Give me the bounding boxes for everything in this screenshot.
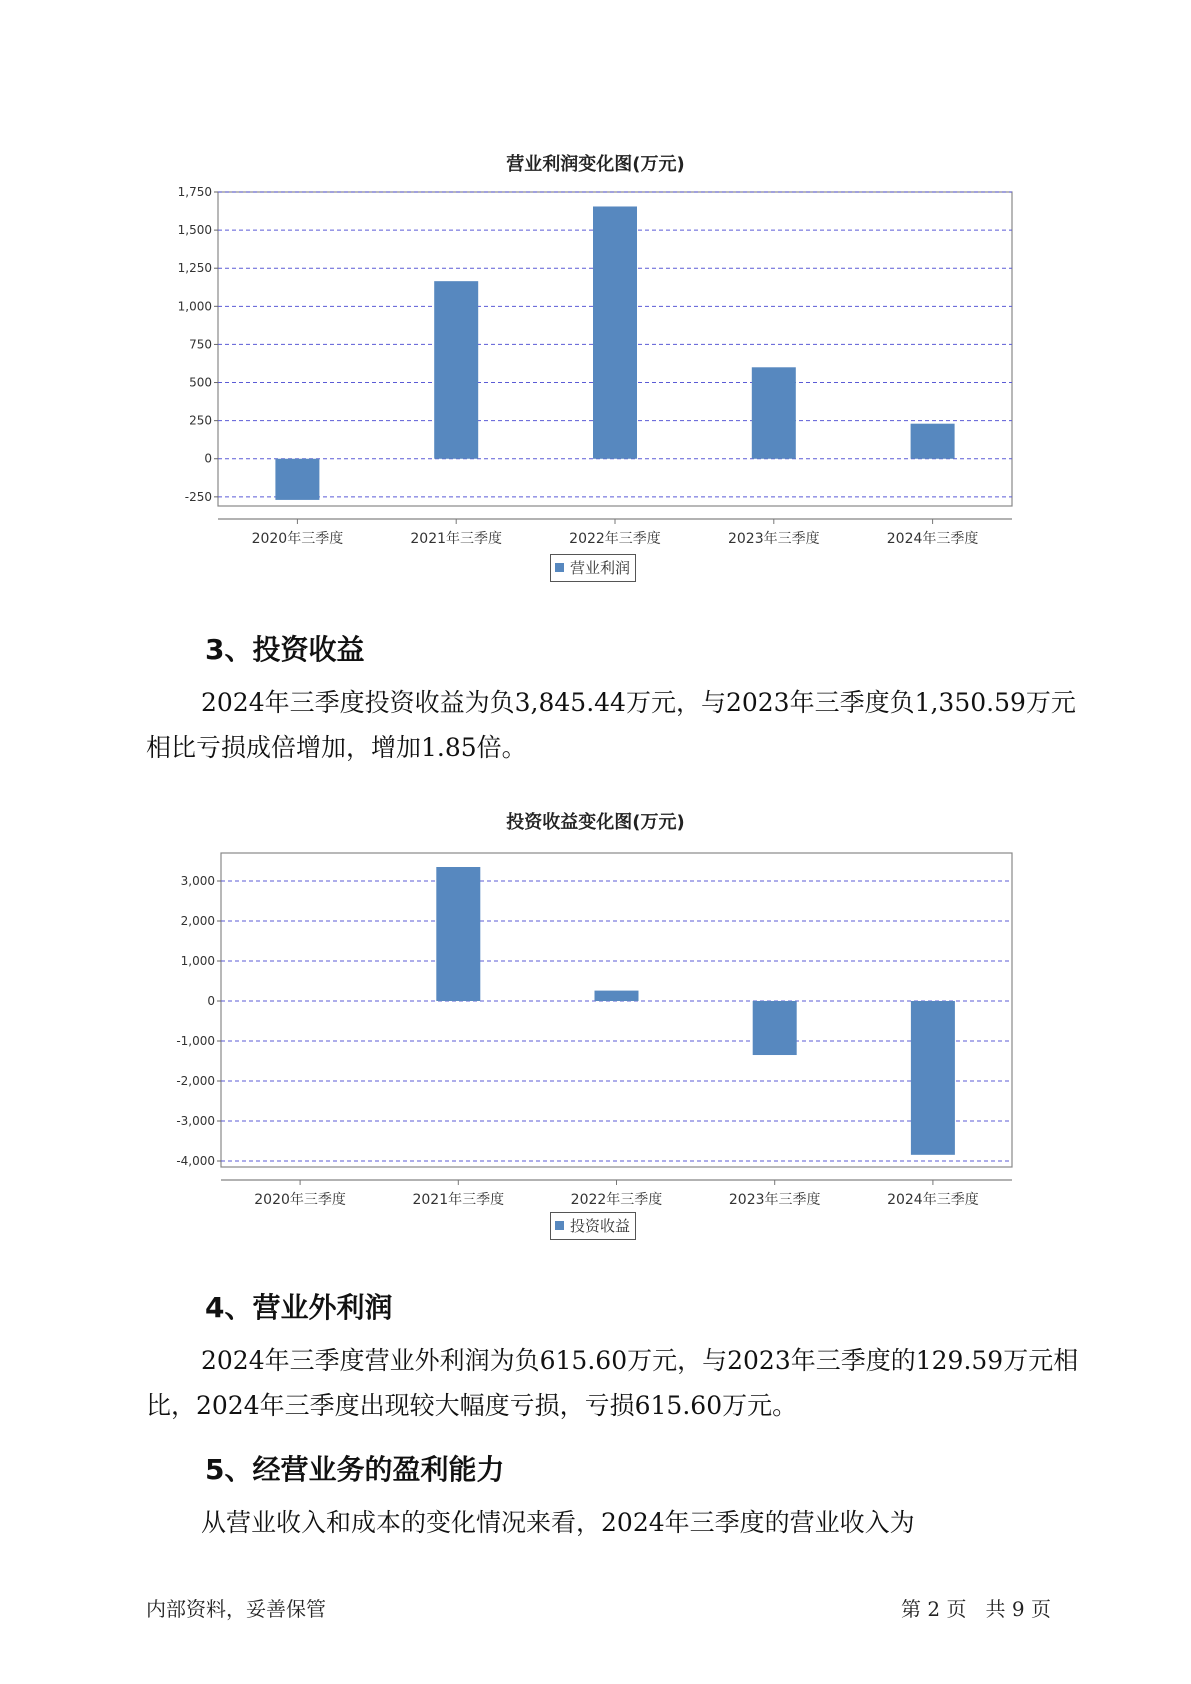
y-tick-label: 0 [207,994,215,1008]
chart2-legend [550,1212,636,1240]
y-tick-label: -3,000 [176,1114,215,1128]
operating-profit-chart [0,180,1191,580]
y-tick-label: 500 [189,375,212,390]
bar-2022年三季度 [595,991,639,1001]
x-tick-label: 2021年三季度 [410,531,503,547]
chart2-legend-label: 投资收益 [570,1217,631,1235]
section5-heading: 5、经营业务的盈利能力 [205,1453,505,1486]
chart1-legend [550,554,636,582]
y-tick-label: 250 [189,413,212,428]
x-tick-label: 2023年三季度 [727,531,820,547]
section3-body: 2024年三季度投资收益为负3,845.44万元，与2023年三季度负1,350.59万元相比亏损成倍增加，增加1.85倍。 [146,688,1076,762]
x-tick-label: 2022年三季度 [569,531,661,547]
section4-body: 2024年三季度营业外利润为负615.60万元，与2023年三季度的129.59万元相比，2024年三季度出现较大幅度亏损，亏损615.60万元。 [146,1346,1079,1420]
y-tick-label: 1,750 [177,185,212,199]
bar-2022年三季度 [593,206,637,458]
bar-2020年三季度 [275,459,319,500]
footer-left: 内部资料，妥善保管 [146,1597,326,1621]
x-tick-label: 2021年三季度 [412,1192,505,1208]
x-tick-label: 2023年三季度 [728,1192,821,1208]
y-tick-label: 1,000 [180,954,215,968]
section4-heading: 4、营业外利润 [205,1291,393,1324]
y-tick-label: 1,250 [177,261,212,276]
investment-income-chart [0,840,1191,1220]
y-tick-label: -250 [184,489,212,504]
bar-2024年三季度 [911,424,955,459]
x-tick-label: 2020年三季度 [251,531,344,547]
footer-page-number: 第 2 页 共 9 页 [901,1597,1051,1621]
y-tick-label: -1,000 [176,1034,215,1048]
plot-area [221,853,1012,1167]
section5-body: 从营业收入和成本的变化情况来看，2024年三季度的营业收入为 [201,1508,915,1537]
y-tick-label: 1,500 [177,223,212,238]
y-tick-label: -2,000 [176,1074,215,1088]
bar-2021年三季度 [436,867,480,1001]
y-tick-label: 2,000 [180,914,215,928]
y-tick-label: -4,000 [176,1154,215,1168]
legend-swatch-icon [555,563,564,572]
x-tick-label: 2022年三季度 [570,1192,663,1208]
chart1-legend-label: 营业利润 [570,559,631,577]
y-tick-label: 1,000 [177,299,212,314]
bar-2021年三季度 [434,281,478,459]
section3-heading: 3、投资收益 [205,633,365,666]
bar-2023年三季度 [753,1001,797,1055]
y-tick-label: 0 [204,451,212,466]
x-tick-label: 2024年三季度 [887,1192,979,1208]
x-tick-label: 2024年三季度 [886,531,979,547]
bar-2023年三季度 [752,367,796,458]
y-tick-label: 750 [189,337,212,352]
legend-swatch-icon [555,1221,564,1230]
bar-2024年三季度 [911,1001,955,1155]
x-tick-label: 2020年三季度 [254,1192,346,1208]
chart1-title: 营业利润变化图(万元) [506,154,685,175]
chart2-title: 投资收益变化图(万元) [506,812,685,833]
y-tick-label: 3,000 [180,874,215,888]
